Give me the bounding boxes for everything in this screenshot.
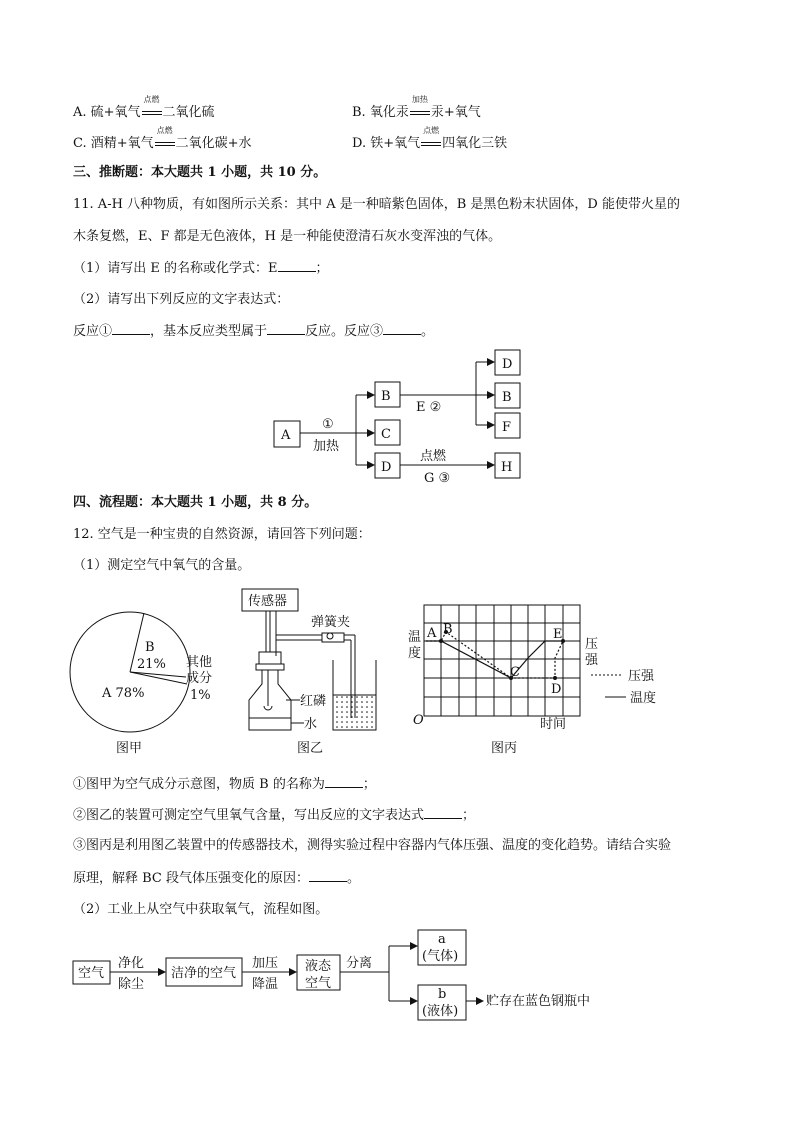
q11-sub2: （2）请写出下列反应的文字表达式： — [73, 292, 290, 307]
svg-text:空气: 空气 — [305, 976, 332, 991]
q12-item3-line2: 原理，解释 BC 段气体压强变化的原因： 。 — [73, 871, 361, 886]
svg-text:C: C — [510, 665, 520, 680]
svg-text:C: C — [381, 427, 391, 442]
section-3-heading: 三、推断题：本大题共 1 小题，共 10 分。 — [73, 165, 327, 180]
q12-item3-line1: ③图丙是利用图乙装置中的传感器技术，测得实验过程中容器内气体压强、温度的变化趋势。请结合实验 — [73, 838, 672, 853]
svg-text:A: A — [427, 626, 437, 641]
svg-text:传感器: 传感器 — [248, 594, 288, 609]
svg-text:21%: 21% — [137, 657, 166, 672]
q11-reactions: 反应① ，基本反应类型属于 反应。反应③ 。 — [73, 324, 435, 339]
svg-text:a: a — [438, 932, 446, 947]
svg-text:压: 压 — [585, 637, 599, 652]
svg-text:加压: 加压 — [252, 956, 279, 971]
svg-text:洁净的空气: 洁净的空气 — [171, 966, 237, 981]
q12-item2: ②图乙的装置可测定空气里氧气含量，写出反应的文字表达式 ； — [73, 808, 476, 823]
svg-text:红磷: 红磷 — [300, 694, 327, 709]
svg-text:空气: 空气 — [78, 966, 105, 981]
svg-text:成分: 成分 — [186, 671, 213, 686]
option-d: D. 铁+氧气 点燃 四氧化三铁 — [352, 126, 508, 151]
q12-line1: 12. 空气是一种宝贵的自然资源，请回答下列问题： — [73, 527, 371, 542]
svg-text:其他: 其他 — [186, 655, 213, 670]
svg-text:强: 强 — [585, 653, 599, 668]
svg-text:E ②: E ② — [416, 400, 442, 415]
svg-text:时间: 时间 — [540, 717, 567, 732]
svg-text:弹簧夹: 弹簧夹 — [311, 615, 351, 630]
svg-text:图甲: 图甲 — [116, 741, 143, 756]
option-c: C. 酒精+氧气 点燃 二氧化碳+水 — [73, 126, 252, 151]
svg-text:图丙: 图丙 — [491, 741, 518, 756]
svg-text:B: B — [502, 390, 512, 405]
svg-text:G ③: G ③ — [424, 471, 451, 486]
svg-text:液态: 液态 — [305, 959, 332, 974]
svg-text:B: B — [145, 640, 155, 655]
svg-text:加热: 加热 — [313, 439, 340, 454]
svg-text:O: O — [413, 713, 424, 728]
q12-sub2: （2）工业上从空气中获取氧气，流程如图。 — [73, 902, 329, 917]
svg-text:度: 度 — [408, 646, 422, 661]
svg-text:温: 温 — [408, 630, 422, 645]
svg-text:除尘: 除尘 — [118, 977, 145, 992]
svg-text:A: A — [281, 428, 291, 443]
svg-text:降温: 降温 — [252, 977, 279, 992]
svg-text:F: F — [502, 420, 512, 435]
svg-text:(气体): (气体) — [422, 949, 459, 964]
svg-text:D: D — [381, 460, 392, 475]
svg-text:A 78%: A 78% — [102, 686, 145, 701]
option-b: B. 氧化汞 加热 汞+氧气 — [352, 95, 481, 120]
svg-text:(液体): (液体) — [422, 1004, 459, 1019]
svg-text:水: 水 — [304, 717, 318, 732]
svg-text:压强: 压强 — [628, 669, 655, 684]
svg-text:b: b — [438, 987, 447, 1002]
q12-sub1: （1）测定空气中氧气的含量。 — [73, 558, 251, 573]
svg-text:D: D — [551, 682, 562, 697]
svg-text:①: ① — [322, 417, 334, 432]
svg-text:贮存在蓝色钢瓶中: 贮存在蓝色钢瓶中 — [486, 994, 591, 1009]
q11-sub1: （1）请写出 E 的名称或化学式：E ； — [73, 261, 329, 276]
svg-text:图乙: 图乙 — [297, 741, 324, 756]
svg-text:B: B — [381, 389, 391, 404]
svg-text:D: D — [502, 357, 513, 372]
svg-text:E: E — [553, 627, 563, 642]
q12-item1: ①图甲为空气成分示意图，物质 B 的名称为 ； — [73, 777, 376, 792]
q11-line1: 11. A-H 八种物质，有如图所示关系：其中 A 是一种暗紫色固体，B 是黑色粉末状固体，D 能使带火星的 — [73, 197, 680, 212]
svg-text:温度: 温度 — [630, 691, 657, 706]
svg-text:B: B — [443, 622, 453, 637]
svg-text:H: H — [501, 460, 513, 475]
svg-text:点燃: 点燃 — [420, 449, 447, 464]
svg-text:分离: 分离 — [346, 956, 373, 971]
section-4-heading: 四、流程题：本大题共 1 小题，共 8 分。 — [73, 495, 318, 510]
svg-text:1%: 1% — [190, 688, 211, 703]
q11-line2: 木条复燃，E、F 都是无色液体，H 是一种能使澄清石灰水变浑浊的气体。 — [73, 229, 502, 244]
svg-text:净化: 净化 — [118, 956, 145, 971]
option-a: A. 硫+氧气 点燃 二氧化硫 — [73, 95, 215, 120]
